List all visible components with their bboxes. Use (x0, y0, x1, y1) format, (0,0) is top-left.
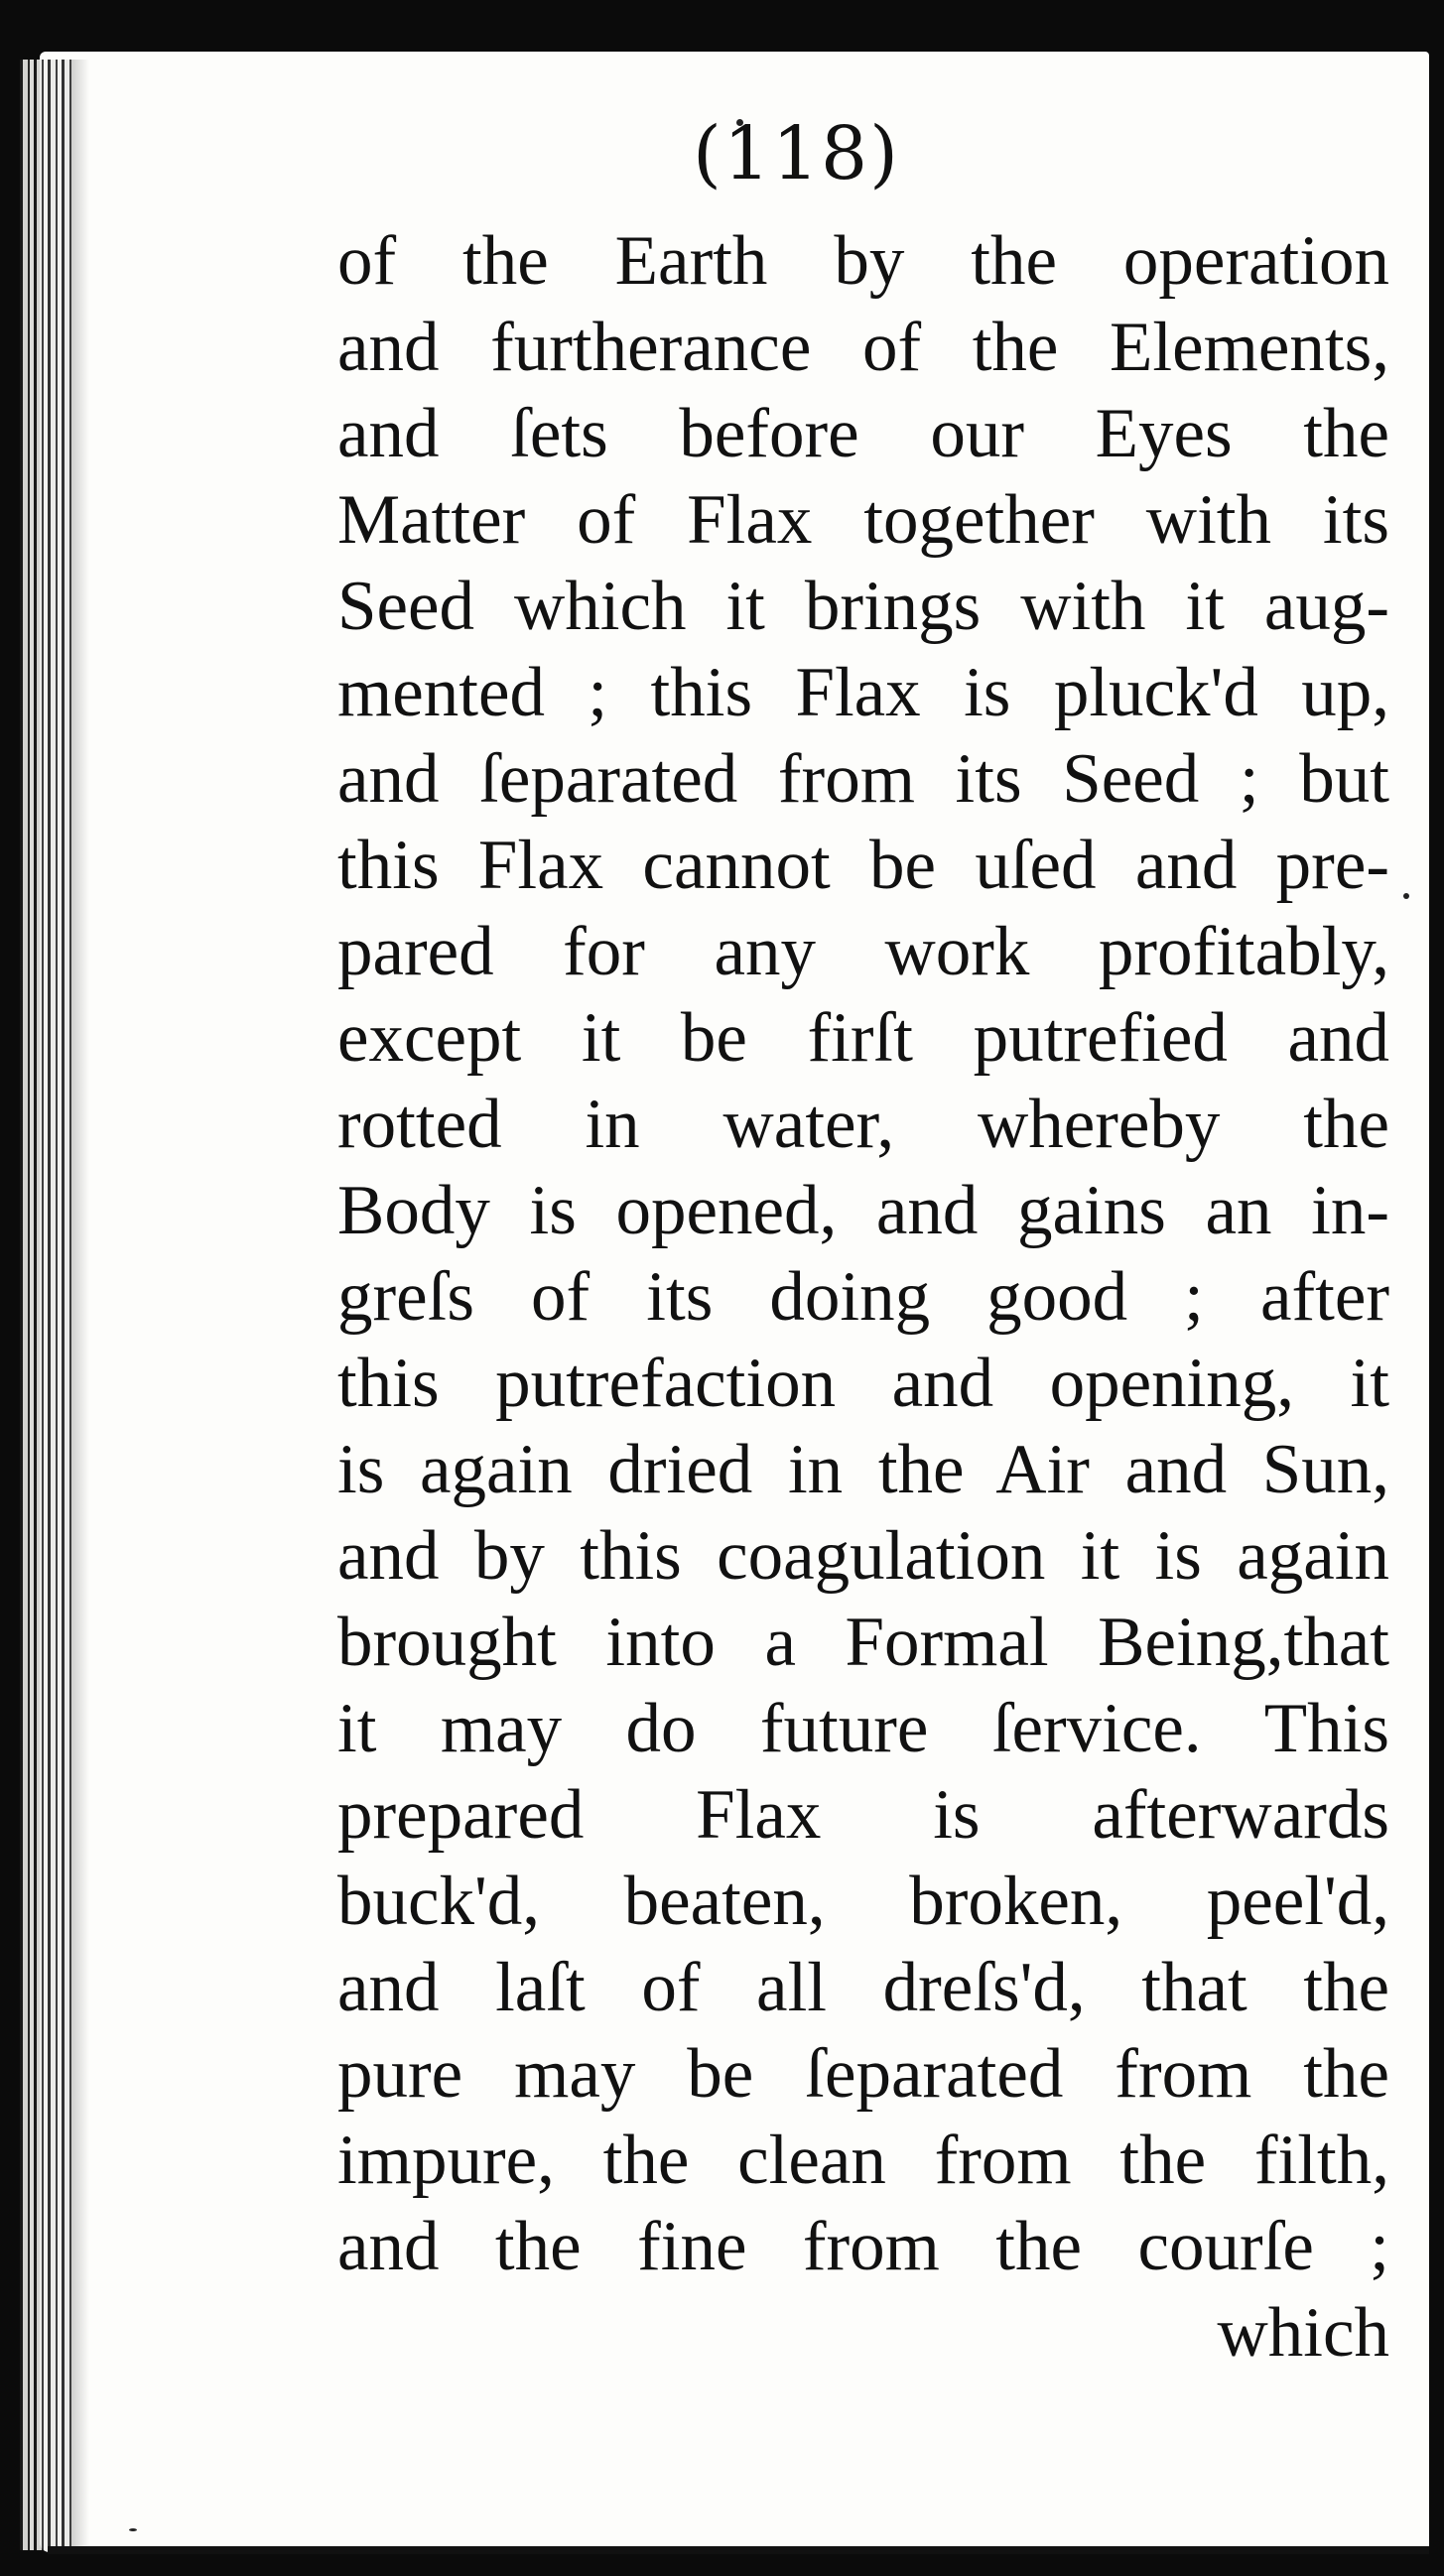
text-line: pure may be ſeparated from the (337, 2035, 1389, 2113)
text-line: except it be firſt putrefied and (337, 999, 1389, 1077)
gutter-shadow (71, 60, 89, 2550)
text-line: pared for any work profitably, (337, 913, 1389, 990)
text-line: this Flax cannot be uſed and pre- (337, 827, 1389, 904)
text-line: it may do future ſervice. This (337, 1690, 1389, 1767)
body-text (337, 218, 1389, 2377)
catchword: which (1217, 2294, 1389, 2372)
text-line: greſs of its doing good ; after (337, 1258, 1389, 1336)
page-number: (118) (693, 111, 900, 196)
bottom-edge-border (48, 2546, 1429, 2554)
text-line: and by this coagulation it is again (337, 1517, 1389, 1595)
text-line: impure, the clean from the filth, (337, 2122, 1389, 2199)
text-line: brought into a Formal Being,that (337, 1604, 1389, 1681)
text-line: and ſeparated from its Seed ; but (337, 740, 1389, 818)
right-edge-border (1429, 0, 1444, 2576)
text-line: and ſets before our Eyes the (337, 395, 1389, 472)
ink-speck (1403, 893, 1409, 899)
text-line: rotted in water, whereby the (337, 1086, 1389, 1163)
book-spine-gutter (20, 60, 71, 2550)
text-line: Body is opened, and gains an in- (337, 1172, 1389, 1249)
text-line: buck'd, beaten, broken, peel'd, (337, 1863, 1389, 1940)
text-line: Matter of Flax together with its (337, 481, 1389, 559)
text-line: Seed which it brings with it aug- (337, 568, 1389, 645)
text-line: and furtherance of the Elements, (337, 309, 1389, 386)
text-line: and the fine from the courſe ; (337, 2208, 1389, 2285)
text-line: prepared Flax is afterwards (337, 1776, 1389, 1854)
text-line: mented ; this Flax is pluck'd up, (337, 654, 1389, 731)
text-line: of the Earth by the operation (337, 222, 1389, 300)
text-line: and laſt of all dreſs'd, that the (337, 1949, 1389, 2026)
ink-speck (129, 2528, 137, 2531)
text-line: is again dried in the Air and Sun, (337, 1431, 1389, 1508)
text-line: this putrefaction and opening, it (337, 1345, 1389, 1422)
